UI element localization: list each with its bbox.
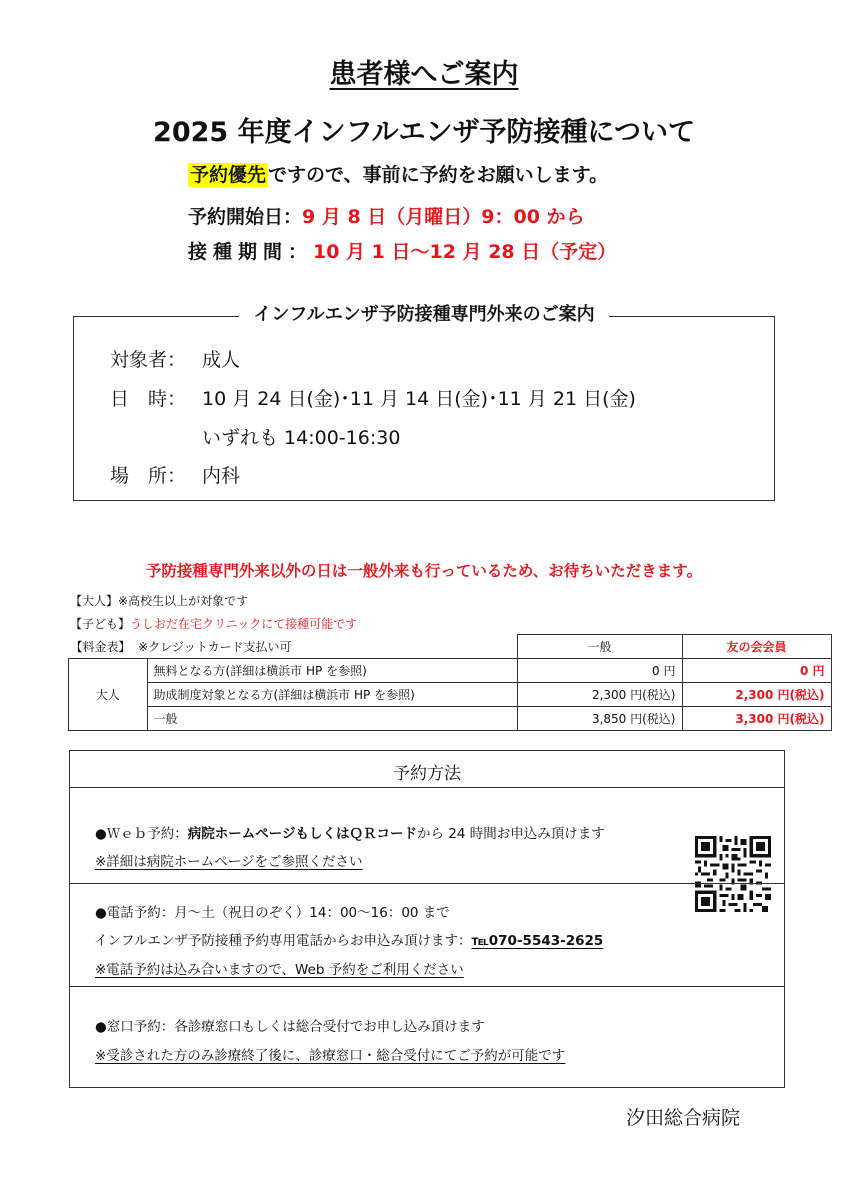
page-subtitle: 2025 年度インフルエンザ予防接種について	[153, 117, 695, 148]
datetime-row	[110, 384, 636, 411]
fee-general: 2,300 円(税込)	[517, 683, 682, 707]
group-adult: 大人	[69, 659, 148, 731]
place-value: 内科	[202, 465, 241, 487]
web-note: ※詳細は病院ホームページをご参照ください	[95, 854, 363, 870]
period-line	[188, 237, 616, 264]
fee-general: 3,850 円(税込)	[517, 707, 682, 731]
hospital-name: 汐田総合病院	[626, 1107, 741, 1129]
phone-section	[70, 883, 784, 986]
target-value: 成人	[202, 349, 241, 371]
datetime-value: 10 月 24 日(金)･11 月 14 日(金)･11 月 21 日(金)	[202, 388, 636, 410]
fee-table	[68, 634, 832, 731]
booking-start-line	[188, 202, 585, 229]
period-label: 接種期間：	[188, 241, 314, 263]
page-title: 患者様へご案内	[329, 59, 519, 90]
adult-note: 【大人】※高校生以上が対象です	[70, 594, 249, 608]
counter-note: ※受診された方のみ診療終了後に、診療窓口・総合受付にてご予約が可能です	[95, 1048, 566, 1064]
fee-name: 一般	[147, 707, 517, 731]
fee-general: 0 円	[517, 659, 682, 683]
priority-highlight: 予約優先	[190, 164, 267, 186]
counter-line: ●窓口予約：各診療窓口もしくは総合受付でお申し込み頂けます	[95, 1019, 485, 1035]
col-general: 一般	[517, 635, 682, 659]
fee-label: 【料金表】 ※クレジットカード支払い可	[70, 639, 292, 654]
web-line: ●Ｗｅｂ予約：病院ホームページもしくはＱＲコードから 24 時間お申込み頂けます	[95, 826, 605, 842]
target-label: 対象者：	[110, 349, 187, 371]
waiting-notice: 予防接種専門外来以外の日は一般外来も行っているため、お待ちいただきます。	[145, 562, 703, 580]
booking-start-label: 予約開始日：	[188, 206, 303, 228]
table-row	[69, 683, 832, 707]
target-row	[110, 345, 240, 372]
place-label: 場 所：	[110, 465, 187, 487]
fee-member: 3,300 円(税込)	[682, 707, 831, 731]
clinic-info-box	[73, 316, 775, 501]
fee-name: 助成制度対象となる方(詳細は横浜市 HP を参照)	[147, 683, 517, 707]
reservation-title: 予約方法	[393, 764, 461, 784]
priority-line	[188, 160, 608, 187]
datetime-label: 日 時：	[110, 388, 187, 410]
table-row	[69, 707, 832, 731]
reservation-box	[69, 750, 785, 1088]
web-section	[70, 787, 784, 884]
table-row	[69, 659, 832, 683]
phone-number-link[interactable]: ℡070-5543-2625	[471, 933, 604, 949]
fee-name: 無料となる方(詳細は横浜市 HP を参照)	[147, 659, 517, 683]
period-value: 10 月 1 日～12 月 28 日（予定）	[313, 241, 617, 263]
booking-start-value: 9 月 8 日（月曜日）9：00 から	[302, 206, 585, 228]
phone-hours: ●電話予約：月～土（祝日のぞく）14：00～16：00 まで	[95, 905, 450, 921]
counter-section	[70, 986, 784, 1088]
time-row: いずれも 14:00-16:30	[202, 427, 401, 449]
fee-member: 2,300 円(税込)	[682, 683, 831, 707]
place-row	[110, 461, 240, 488]
phone-line: インフルエンザ予防接種予約専用電話からお申込み頂けます：℡070-5543-2625	[94, 933, 604, 949]
fee-member: 0 円	[682, 659, 831, 683]
priority-rest: ですので、事前に予約をお願いします。	[268, 164, 609, 186]
phone-note: ※電話予約は込み合いますので、Web 予約をご利用ください	[95, 962, 464, 978]
fee-header-row	[69, 635, 832, 659]
child-note: 【子ども】うしおだ在宅クリニックにて接種可能です	[70, 617, 358, 631]
col-member: 友の会会員	[682, 635, 831, 659]
clinic-box-title: インフルエンザ予防接種専門外来のご案内	[0, 300, 848, 326]
